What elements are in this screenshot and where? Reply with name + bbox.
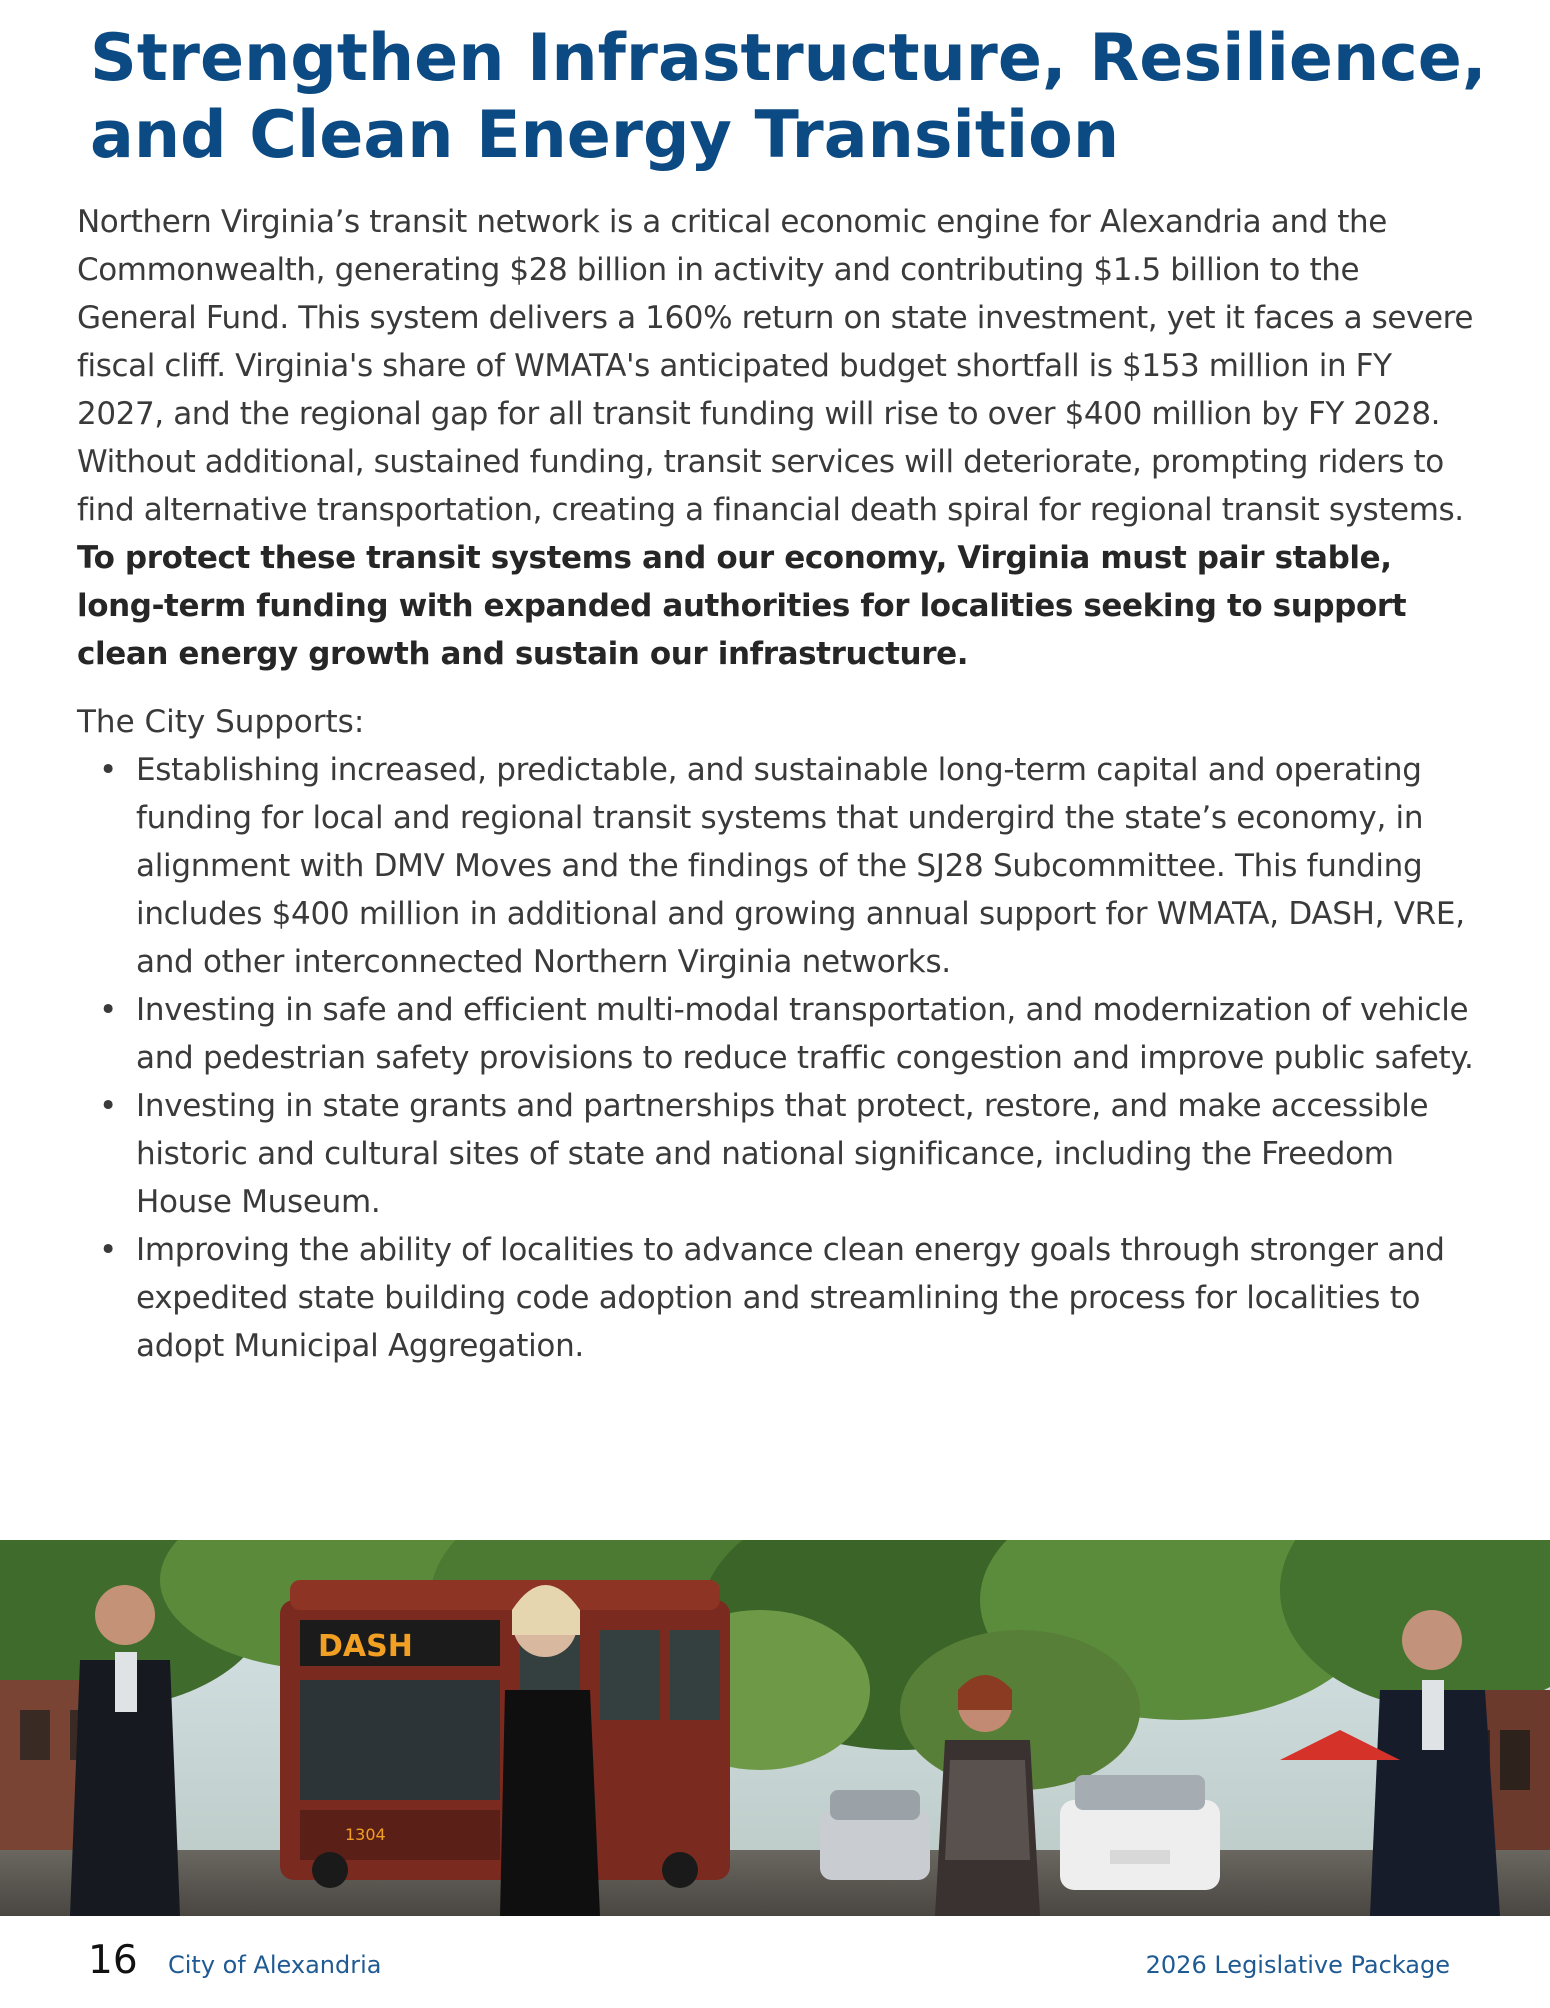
body-content: [77, 198, 1482, 1370]
bullet-icon: •: [99, 992, 117, 1028]
list-item: [77, 986, 1482, 1082]
page-footer: [0, 1916, 1550, 2008]
footer-package-title: 2026 Legislative Package: [1145, 1951, 1450, 1979]
page-title: [90, 20, 1510, 174]
list-item-text: Investing in safe and efficient multi-modal transportation, and modernization of vehicle and pedestrian safety provisions to reduce traffic congestion and improve public safety.: [136, 992, 1474, 1076]
footer-city-name: City of Alexandria: [168, 1951, 382, 1979]
bullet-icon: •: [99, 752, 117, 788]
intro-paragraph: [77, 198, 1482, 678]
intro-bold-statement: To protect these transit systems and our economy, Virginia must pair stable, long-term funding with expanded authorities for localities seeking to support clean energy growth and sustain our infrastructure.: [77, 540, 1407, 672]
support-list: [77, 746, 1482, 1370]
page-title-line-1: Strengthen Infrastructure, Resilience,: [90, 21, 1487, 96]
street-scene-photo: [0, 1540, 1550, 1916]
bus-number: 1304: [345, 1825, 386, 1844]
list-item-text: Establishing increased, predictable, and sustainable long-term capital and operating funding for local and regional transit systems that undergird the state’s economy, in alignment with DMV Moves and the findings of the SJ28 Subcommittee. This funding includes $400 million in additional and growing annual support for WMATA, DASH, VRE, and other interconnected Northern Virginia networks.: [136, 752, 1465, 980]
bus-destination-sign: DASH: [318, 1629, 413, 1664]
list-item: [77, 1082, 1482, 1226]
street-scene-illustration: [0, 1540, 1550, 1916]
supports-label: The City Supports:: [77, 704, 365, 740]
bullet-icon: •: [99, 1088, 117, 1124]
list-item-text: Improving the ability of localities to advance clean energy goals through stronger and expedited state building code adoption and streamlining the process for localities to adopt Municipal Aggregation.: [136, 1232, 1445, 1364]
bullet-icon: •: [99, 1232, 117, 1268]
intro-text: Northern Virginia’s transit network is a critical economic engine for Alexandria and the Commonwealth, generating $28 billion in activity and contributing $1.5 billion to the General Fund. This system delivers a 160% return on state investment, yet it faces a severe fiscal cliff. Virginia's share of WMATA's anticipated budget shortfall is $153 million in FY 2027, and the regional gap for all transit funding will rise to over $400 million by FY 2028. Without additional, sustained funding, transit services will deteriorate, prompting riders to find alternative transportation, creating a financial death spiral for regional transit systems.: [77, 204, 1474, 528]
list-item: [77, 1226, 1482, 1370]
page-number: 16: [88, 1938, 138, 1983]
list-item-text: Investing in state grants and partnerships that protect, restore, and make accessible historic and cultural sites of state and national significance, including the Freedom House Museum.: [136, 1088, 1429, 1220]
page-title-line-2: and Clean Energy Transition: [90, 98, 1120, 173]
road: [0, 1850, 1550, 1916]
list-item: [77, 746, 1482, 986]
